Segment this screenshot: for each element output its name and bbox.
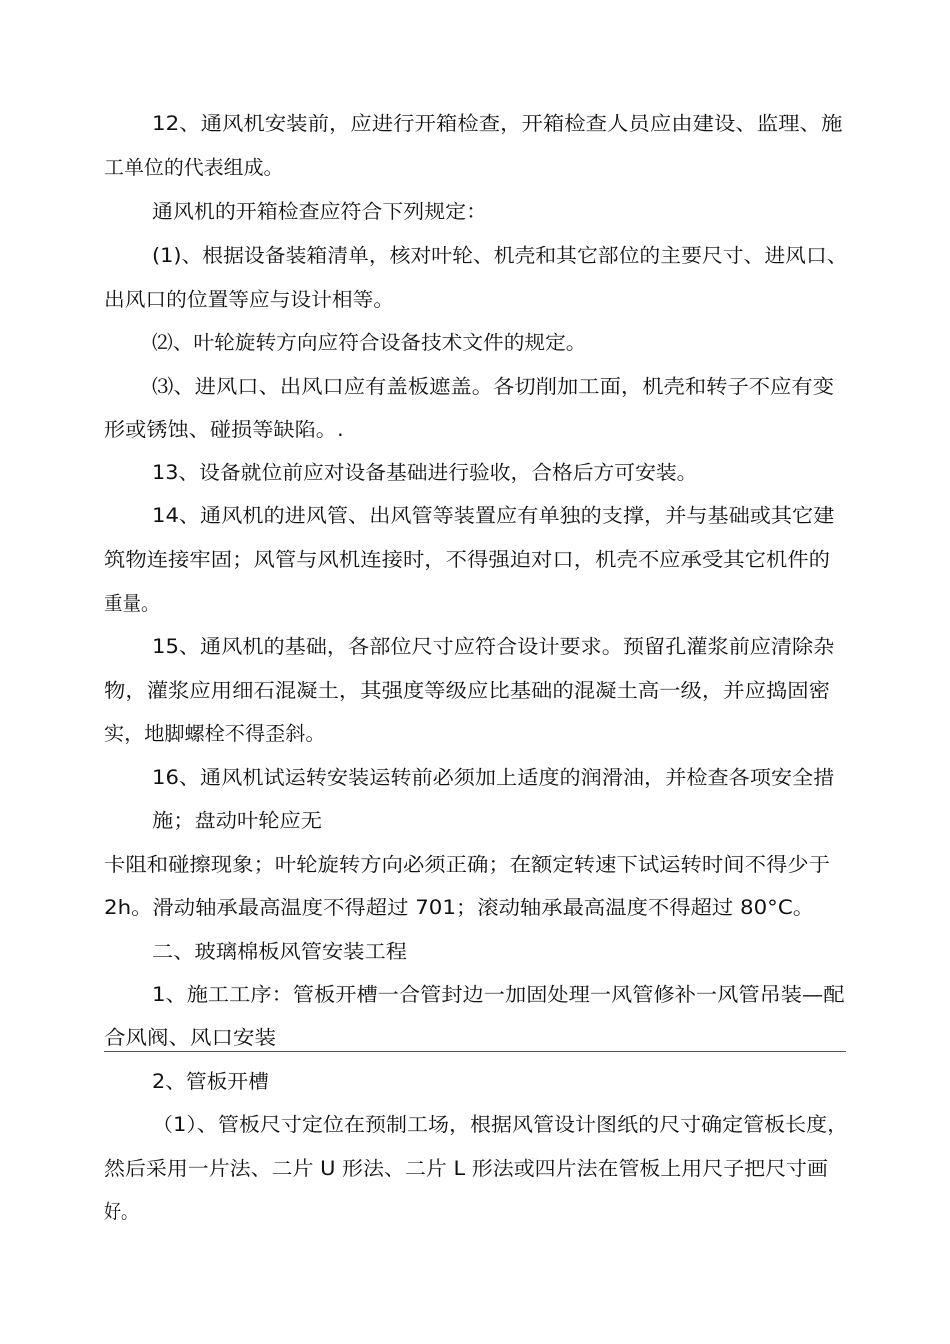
text-line: 实，地脚螺栓不得歪斜。: [104, 722, 326, 745]
text-line: (1)、根据设备装箱清单，核对叶轮、机壳和其它部位的主要尺寸、进风口、: [152, 244, 848, 267]
text-line: 2h。滑动轴承最高温度不得超过 701；滚动轴承最高温度不得超过 80°C。: [104, 896, 815, 919]
horizontal-rule: [104, 1051, 846, 1052]
text-line: 16、通风机试运转安装运转前必须加上适度的润滑油，并检查各项安全措: [152, 766, 835, 789]
text-line: 施；盘动叶轮应无: [152, 809, 323, 832]
text-line: 1、施工工序：管板开槽一合管封边一加固处理一风管修补一风管吊装—配: [152, 983, 845, 1006]
text-line: 合风阀、风口安装: [104, 1026, 277, 1049]
text-line: （1）、管板尺寸定位在预制工场，根据风管设计图纸的尺寸确定管板长度，: [152, 1113, 849, 1136]
text-line: 物，灌浆应用细石混凝土，其强度等级应比基础的混凝土高一级，并应捣固密: [104, 679, 831, 702]
text-line: 13、设备就位前应对设备基础进行验收，合格后方可安装。: [152, 461, 698, 484]
text-line: 好。: [104, 1200, 139, 1223]
text-line: ⑵、叶轮旋转方向应符合设备技术文件的规定。: [152, 331, 587, 354]
text-line: 15、通风机的基础，各部位尺寸应符合设计要求。预留孔灌浆前应清除杂: [152, 635, 835, 658]
text-line: 通风机的开箱检查应符合下列规定：: [152, 200, 488, 223]
text-line: 14、通风机的进风管、出风管等装置应有单独的支撑，并与基础或其它建: [152, 504, 835, 527]
text-line: 出风口的位置等应与设计相等。: [104, 288, 395, 311]
text-line: 然后采用一片法、二片 U 形法、二片 L 形法或四片法在管板上用尺子把尺寸画: [104, 1157, 828, 1180]
text-line: 工单位的代表组成。: [104, 156, 284, 179]
text-line: 重量。: [104, 592, 160, 615]
subsection-heading: 2、管板开槽: [152, 1070, 269, 1093]
text-line: ⑶、进风口、出风口应有盖板遮盖。各切削加工面，机壳和转子不应有变: [152, 375, 835, 398]
text-line: 筑物连接牢固；风管与风机连接时，不得强迫对口，机壳不应承受其它机件的: [104, 548, 831, 571]
text-line: 形或锈蚀、碰损等缺陷。.: [104, 418, 344, 441]
text-line: 12、通风机安装前，应进行开箱检查，开箱检查人员应由建设、监理、施: [152, 112, 843, 135]
section-heading: 二、玻璃棉板风管安装工程: [152, 940, 408, 963]
text-line: 卡阻和碰擦现象；叶轮旋转方向必须正确；在额定转速下试运转时间不得少于: [104, 853, 831, 876]
